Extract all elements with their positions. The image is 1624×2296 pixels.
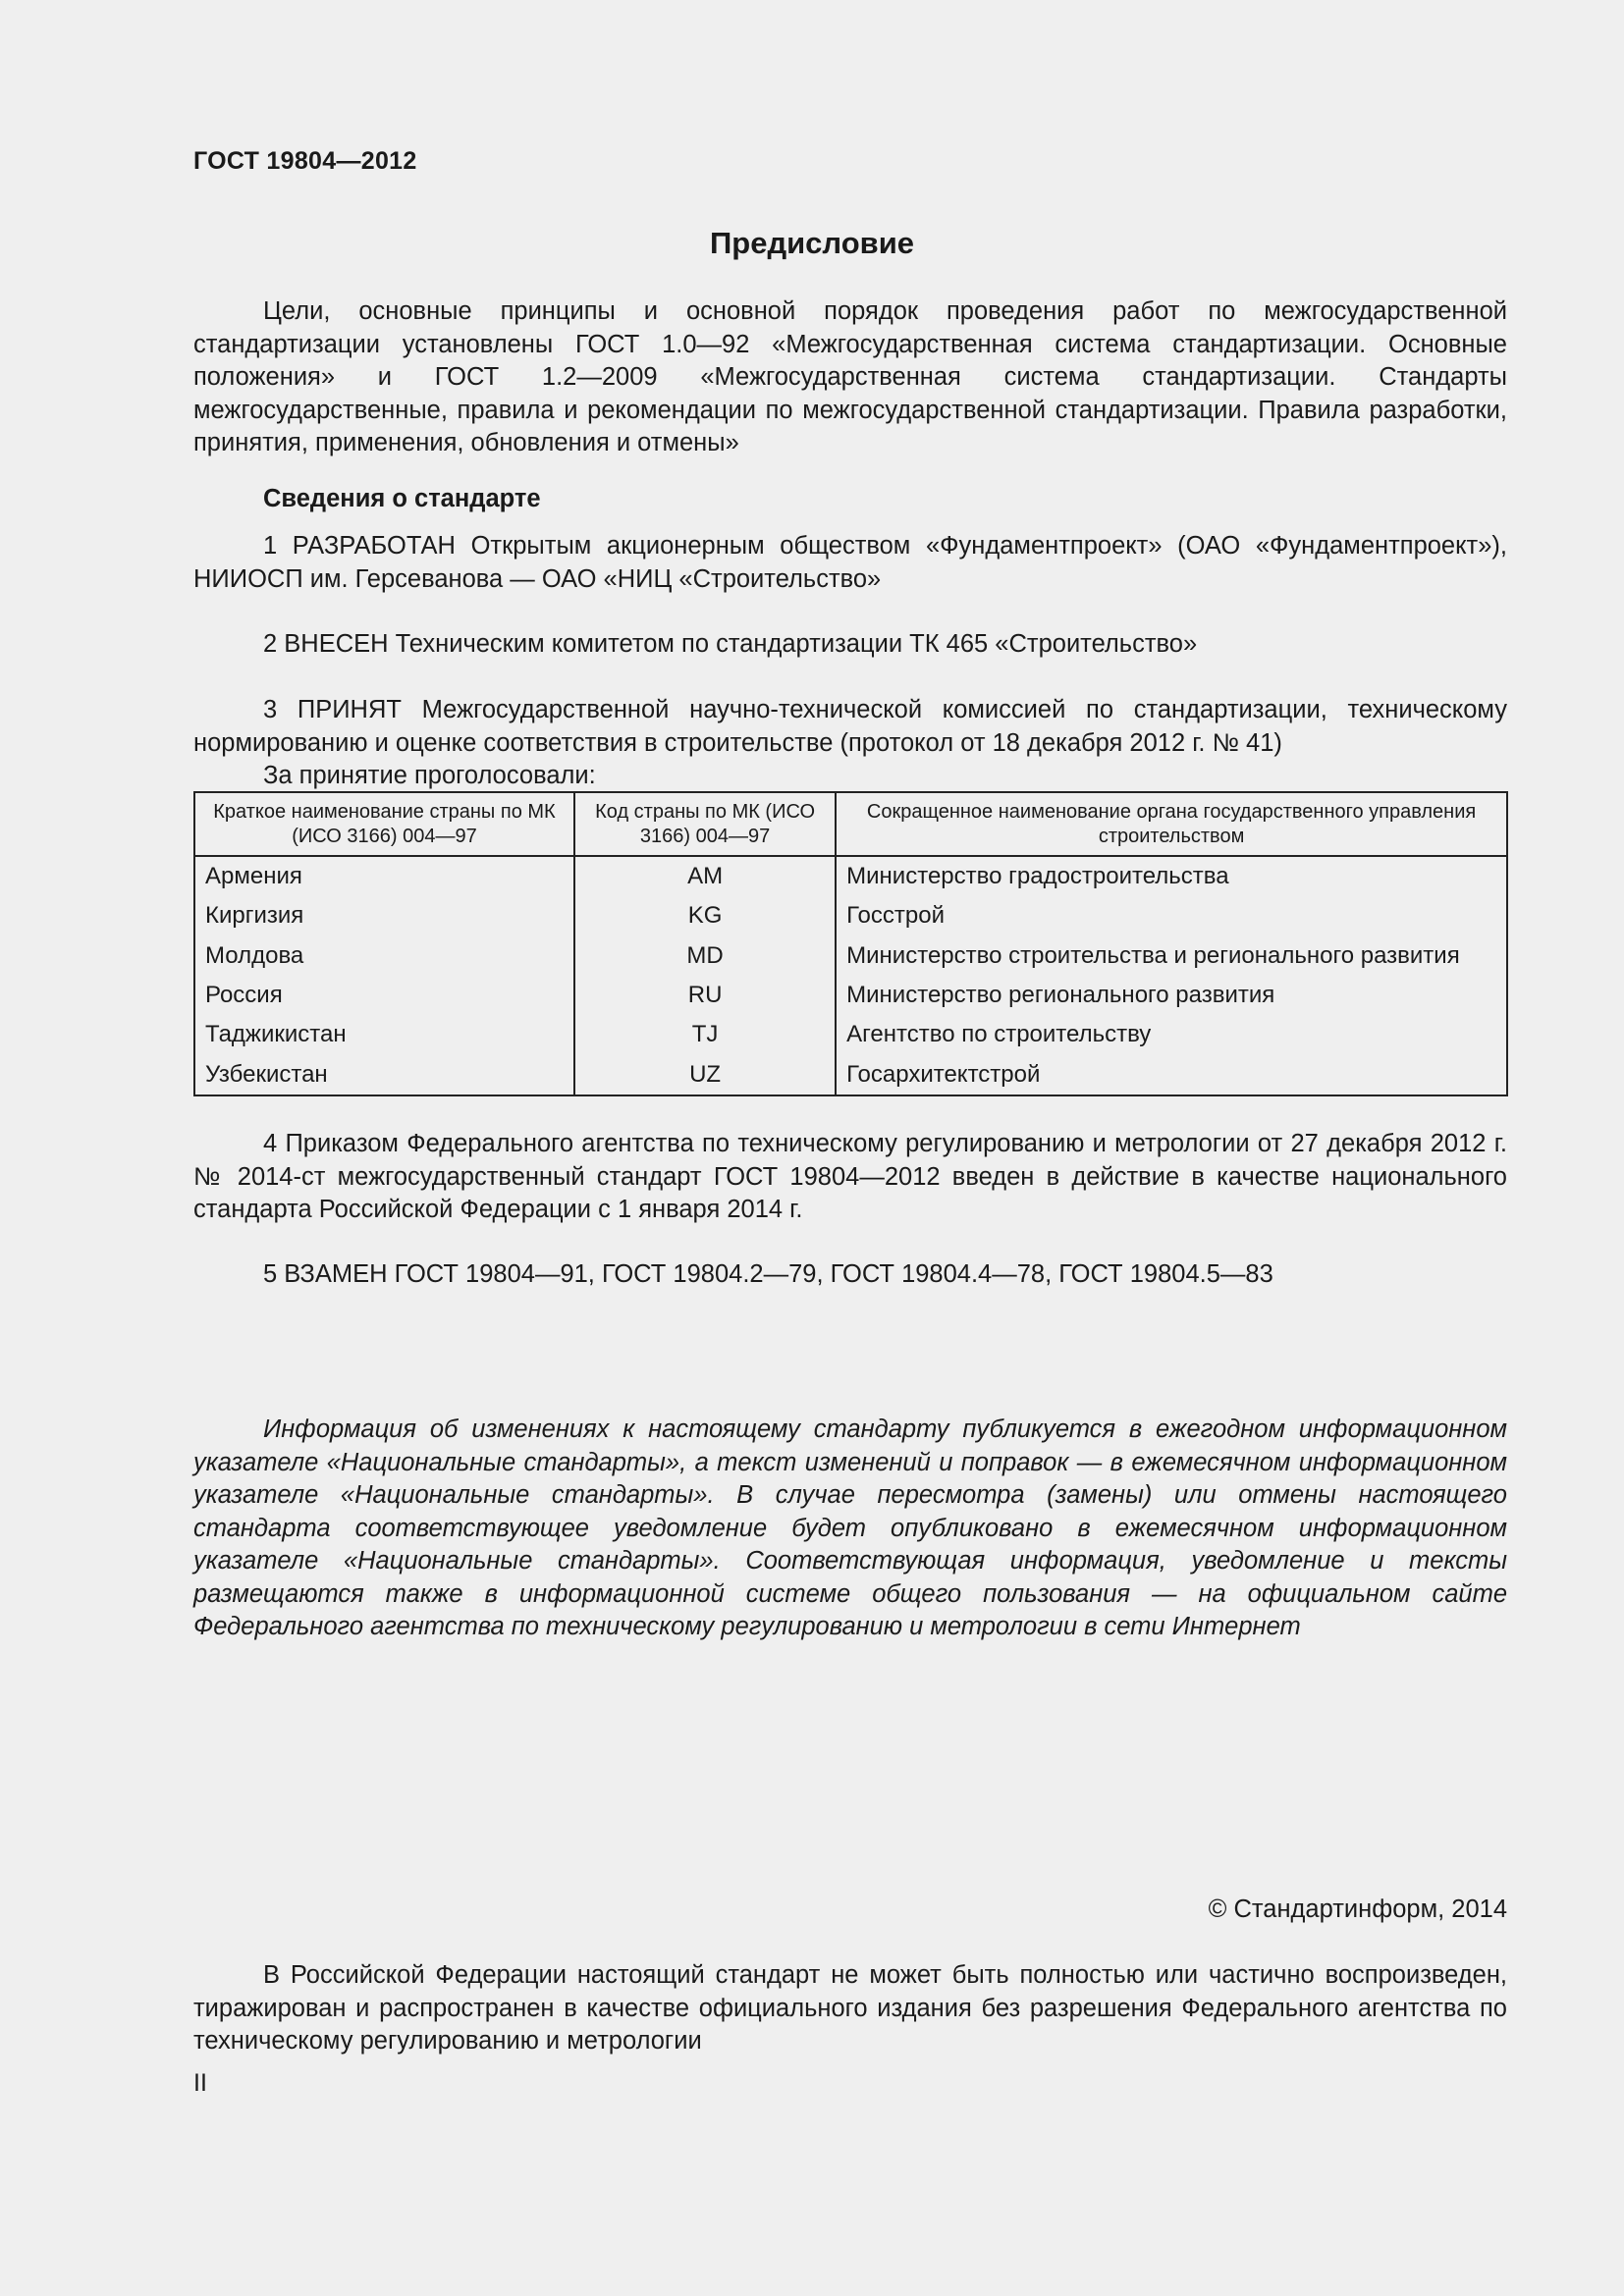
- copyright-notice: © Стандартинформ, 2014: [1208, 1896, 1507, 1923]
- table-row: [194, 896, 1507, 935]
- cell-country: Узбекистан: [194, 1054, 574, 1095]
- column-header-code: Код страны по МК (ИСО 3166) 004—97: [574, 792, 836, 856]
- column-header-country: Краткое наименование страны по МК (ИСО 3166) 004—97: [194, 792, 574, 856]
- info-paragraph: Информация об изменениях к настоящему стандарту публикуется в ежегодном информационном указателе «Национальные стандарты», а текст изменений и поправок — в ежемесячном информационном указателе «Национальные стандарты». В случае пересмотра (замены) или отмены настоящего стандарта соответствующее уведомление будет опубликовано в ежемесячном информационном указателе «Национальные стандарты». Соответствующая информация, уведомление и тексты размещаются также в информационной системе общего пользования — на официальном сайте Федерального агентства по техническому регулированию и метрологии в сети Интернет: [193, 1415, 1507, 1640]
- cell-code: MD: [574, 936, 836, 976]
- table-row: [194, 1015, 1507, 1054]
- cell-code: UZ: [574, 1054, 836, 1095]
- cell-authority: Министерство строительства и регионального развития: [836, 936, 1507, 976]
- cell-country: Молдова: [194, 936, 574, 976]
- rights-paragraph: В Российской Федерации настоящий стандарт не может быть полностью или частично воспроизведен, тиражирован и распространен в качестве официального издания без разрешения Федерального агентства по техническому регулированию и метрологии: [193, 1961, 1507, 2055]
- page-number: II: [193, 2069, 207, 2097]
- voted-label: За принятие проголосовали:: [263, 762, 596, 789]
- item-4-paragraph: 4 Приказом Федерального агентства по техническому регулированию и метрологии от 27 декабря 2012 г. № 2014-ст межгосударственный стандарт ГОСТ 19804—2012 введен в действие в качестве национального стандарта Российской Федерации с 1 января 2014 г.: [193, 1130, 1507, 1223]
- cell-authority: Госстрой: [836, 896, 1507, 935]
- item-5-paragraph: 5 ВЗАМЕН ГОСТ 19804—91, ГОСТ 19804.2—79, ГОСТ 19804.4—78, ГОСТ 19804.5—83: [263, 1260, 1273, 1288]
- cell-country: Армения: [194, 856, 574, 896]
- cell-authority: Агентство по строительству: [836, 1015, 1507, 1054]
- intro-paragraph: Цели, основные принципы и основной порядок проведения работ по межгосударственной стандартизации установлены ГОСТ 1.0—92 «Межгосударственная система стандартизации. Основные положения» и ГОСТ 1.2—2009 «Межгосударственная система стандартизации. Стандарты межгосударственные, правила и рекомендации по межгосударственной стандартизации. Правила разработки, принятия, применения, обновления и отмены»: [193, 297, 1507, 456]
- cell-country: Таджикистан: [194, 1015, 574, 1054]
- cell-country: Россия: [194, 976, 574, 1015]
- table-row: [194, 976, 1507, 1015]
- item-1-paragraph: 1 РАЗРАБОТАН Открытым акционерным обществом «Фундаментпроект» (ОАО «Фундаментпроект»), НИИОСП им. Герсеванова — ОАО «НИЦ «Строительство»: [193, 532, 1507, 593]
- section-title: Сведения о стандарте: [263, 485, 541, 512]
- cell-country: Киргизия: [194, 896, 574, 935]
- cell-code: TJ: [574, 1015, 836, 1054]
- cell-authority: Министерство регионального развития: [836, 976, 1507, 1015]
- cell-code: AM: [574, 856, 836, 896]
- cell-authority: Министерство градостроительства: [836, 856, 1507, 896]
- item-3-paragraph: 3 ПРИНЯТ Межгосударственной научно-технической комиссией по стандартизации, техническому нормированию и оценке соответствия в строительстве (протокол от 18 декабря 2012 г. № 41): [193, 696, 1507, 757]
- item-2-paragraph: 2 ВНЕСЕН Техническим комитетом по стандартизации ТК 465 «Строительство»: [263, 630, 1198, 658]
- page-title: Предисловие: [709, 226, 914, 260]
- cell-code: KG: [574, 896, 836, 935]
- standard-code-header: ГОСТ 19804—2012: [193, 147, 417, 175]
- column-header-authority: Сокращенное наименование органа государственного управления строительством: [836, 792, 1507, 856]
- cell-authority: Госархитектстрой: [836, 1054, 1507, 1095]
- table-row: [194, 936, 1507, 976]
- table-row: [194, 856, 1507, 896]
- cell-code: RU: [574, 976, 836, 1015]
- table-row: [194, 1054, 1507, 1095]
- table-header-row: [194, 792, 1507, 856]
- voting-table: [193, 791, 1508, 1096]
